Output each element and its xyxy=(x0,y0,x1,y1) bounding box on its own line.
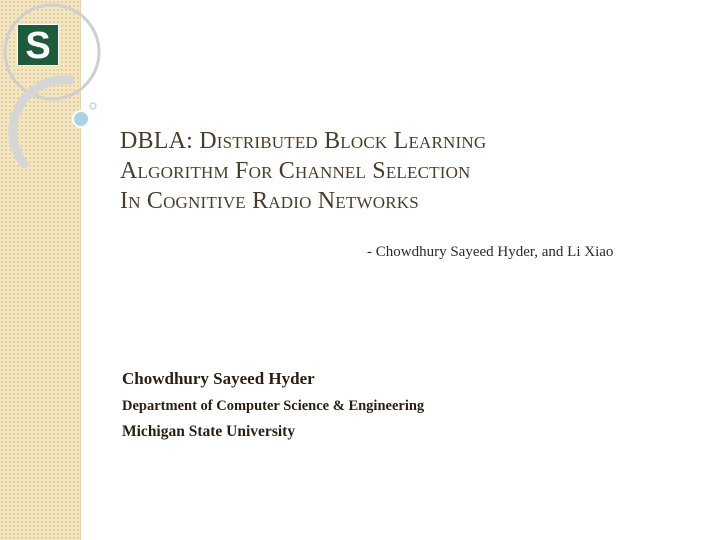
author-name: Chowdhury Sayeed Hyder xyxy=(122,369,315,388)
msu-logo-icon xyxy=(17,24,59,66)
title-line: DBLA: Distributed Block Learning xyxy=(120,128,487,154)
title-line: In Cognitive Radio Networks xyxy=(120,188,419,214)
logo-letter: S xyxy=(25,25,51,66)
slide-title xyxy=(120,126,680,216)
author-block xyxy=(122,368,424,442)
authors-byline: - Chowdhury Sayeed Hyder, and Li Xiao xyxy=(367,244,614,260)
title-line: Algorithm For Channel Selection xyxy=(120,158,471,184)
author-department: Department of Computer Science & Engineering xyxy=(122,398,425,414)
author-university: Michigan State University xyxy=(122,423,296,440)
